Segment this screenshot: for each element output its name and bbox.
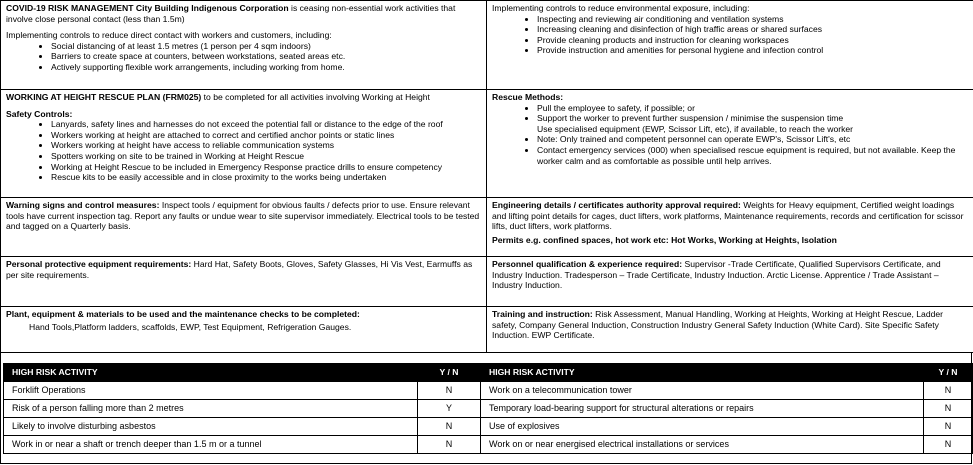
list-item: • Working at Height Rescue to be included in Emergency Response practice drills to ensure competency — [51, 162, 480, 173]
ppe-text: Hard Hat, Safety Boots, Gloves, Safety Glasses, Hi Vis Vest, Earmuffs as per site requirements. — [6, 259, 473, 280]
activity-cell: Temporary load-bearing support for structural alterations or repairs — [481, 400, 924, 418]
wah-title: WORKING AT HEIGHT RESCUE PLAN (FRM025) — [6, 92, 202, 102]
list-item: • Workers working at height have access to reliable communication systems — [51, 140, 480, 151]
plant-text: Hand Tools,Platform ladders, scaffolds, EWP, Test Equipment, Refrigeration Gauges. — [29, 321, 352, 332]
left-yn-header: Y / N — [418, 364, 481, 382]
table-row — [4, 382, 973, 400]
yn-cell: N — [418, 382, 481, 400]
training-label: Training and instruction: — [492, 309, 593, 319]
rescue-methods-section — [487, 90, 973, 198]
list-item: • Rescue kits to be easily accessible and in close proximity to the works being undertaken — [51, 172, 480, 183]
table-header-row — [4, 364, 973, 382]
yn-cell: N — [924, 418, 973, 436]
personnel-label: Personnel qualification & experience required: — [492, 259, 683, 269]
covid-env-section — [487, 1, 973, 90]
env-exposure-heading: Implementing controls to reduce environmental exposure, including: — [492, 3, 750, 13]
safety-controls-list — [6, 119, 480, 183]
list-item: • Support the worker to prevent further suspension / minimise the suspension time Use specialised equipment (EWP, Scissor Lift, etc), if available, to reach the worker — [537, 113, 967, 134]
list-item: • Pull the employee to safety, if possible; or — [537, 103, 967, 114]
permits-line: Permits e.g. confined spaces, hot work etc: Hot Works, Working at Heights, Isolation — [492, 234, 837, 245]
rescue-sub-line: Use specialised equipment (EWP, Scissor Lift, etc), if available, to reach the worker — [537, 123, 854, 134]
direct-contact-list — [6, 41, 480, 73]
env-exposure-list — [492, 14, 967, 56]
table-row — [4, 418, 973, 436]
yn-cell: Y — [418, 400, 481, 418]
yn-cell: N — [418, 418, 481, 436]
rescue-methods-heading: Rescue Methods: — [492, 92, 564, 102]
engineering-text: Weights for Heavy equipment, Certified weight loadings and lifting point details for cages, duct lifters, work platforms, Maintenance requirements, records and certification for scissor lifts, duct lifters, work platforms. — [492, 200, 964, 232]
list-item: • Increasing cleaning and disinfection of high traffic areas or shared surfaces — [537, 24, 967, 35]
activity-cell: Risk of a person falling more than 2 metres — [4, 400, 418, 418]
activity-cell: Forklift Operations — [4, 382, 418, 400]
right-yn-header: Y / N — [924, 364, 973, 382]
list-item: • Spotters working on site to be trained in Working at Height Rescue — [51, 151, 480, 162]
yn-cell: N — [418, 436, 481, 454]
list-item: • Provide instruction and amenities for personal hygiene and infection control — [537, 45, 967, 56]
list-item: • Note: Only trained and competent personnel can operate EWP's, Scissor Lift's, etc — [537, 134, 967, 145]
training-section — [487, 307, 973, 353]
activity-cell: Likely to involve disturbing asbestos — [4, 418, 418, 436]
wah-intro-paragraph — [6, 92, 480, 103]
list-item: • Lanyards, safety lines and harnesses do not exceed the potential fall or distance to the edge of the roof — [51, 119, 480, 130]
list-item: • Workers working at height are attached to correct and certified anchor points or static lines — [51, 130, 480, 141]
table-row — [4, 436, 973, 454]
safety-controls-heading: Safety Controls: — [6, 108, 73, 119]
yn-cell: N — [924, 400, 973, 418]
activity-cell: Work in or near a shaft or trench deeper than 1.5 m or a tunnel — [4, 436, 418, 454]
list-item: • Barriers to create space at counters, between workstations, seated areas etc. — [51, 51, 480, 62]
right-activity-header: HIGH RISK ACTIVITY — [481, 364, 924, 382]
ppe-section — [1, 257, 487, 307]
rescue-methods-list — [492, 103, 967, 167]
warning-signs-section — [1, 198, 487, 257]
list-item: • Provide cleaning products and instruction for cleaning workspaces — [537, 35, 967, 46]
personnel-section — [487, 257, 973, 307]
warning-text: Inspect tools / equipment for obvious faults / defects prior to use. Ensure relevant tools have current inspection tag. Report any faults or undue wear to site supervisor immediately. Electrical tools to be tested and tagged on a Quarterly basis. — [6, 200, 480, 232]
yn-cell: N — [924, 436, 973, 454]
ppe-label: Personal protective equipment requirements: — [6, 259, 192, 269]
list-item: • Actively supporting flexible work arrangements, including working from home. — [51, 62, 480, 73]
list-item: • Contact emergency services (000) when specialised rescue equipment is required, but not available. Keep the worker calm and as comfortable as possible until help arrives. — [537, 145, 967, 166]
list-item: • Inspecting and reviewing air conditioning and ventilation systems — [537, 14, 967, 25]
high-risk-activity-table — [3, 363, 973, 454]
covid-intro-paragraph — [6, 3, 480, 24]
left-activity-header: HIGH RISK ACTIVITY — [4, 364, 418, 382]
training-text: Risk Assessment, Manual Handling, Working at Heights, Working at Height Rescue, Ladder safety, Company General Induction, Construction Industry General Safety Induction (White Card). Site Specific Safety Induction. EWP Certificate. — [492, 309, 944, 341]
warning-label: Warning signs and control measures: — [6, 200, 160, 210]
wah-controls-section — [1, 90, 487, 198]
personnel-text: Supervisor -Trade Certificate, Qualified Supervisors Certificate, and Industry Induction. Tradesperson – Trade Certificate, Industry Induction. Arctic License. Apprentice / Trade Assistant – Industry Induction. — [492, 259, 941, 291]
yn-cell: N — [924, 382, 973, 400]
engineering-section — [487, 198, 973, 257]
table-row — [4, 400, 973, 418]
direct-contact-heading: Implementing controls to reduce direct contact with workers and customers, including: — [6, 30, 332, 41]
activity-cell: Work on a telecommunication tower — [481, 382, 924, 400]
plant-label: Plant, equipment & materials to be used and the maintenance checks to be completed: — [6, 309, 360, 319]
wah-intro: to be completed for all activities involving Working at Height — [201, 92, 430, 102]
activity-cell: Use of explosives — [481, 418, 924, 436]
covid-direct-section — [1, 1, 487, 90]
list-item: • Social distancing of at least 1.5 metres (1 person per 4 sqm indoors) — [51, 41, 480, 52]
activity-cell: Work on or near energised electrical installations or services — [481, 436, 924, 454]
covid-title: COVID-19 RISK MANAGEMENT City Building Indigenous Corporation — [6, 3, 289, 13]
engineering-label: Engineering details / certificates authority approval required: — [492, 200, 741, 210]
covid-intro: is ceasing non-essential work activities that involve close personal contact (less than 1.5m) — [6, 3, 456, 24]
plant-section — [1, 307, 487, 353]
